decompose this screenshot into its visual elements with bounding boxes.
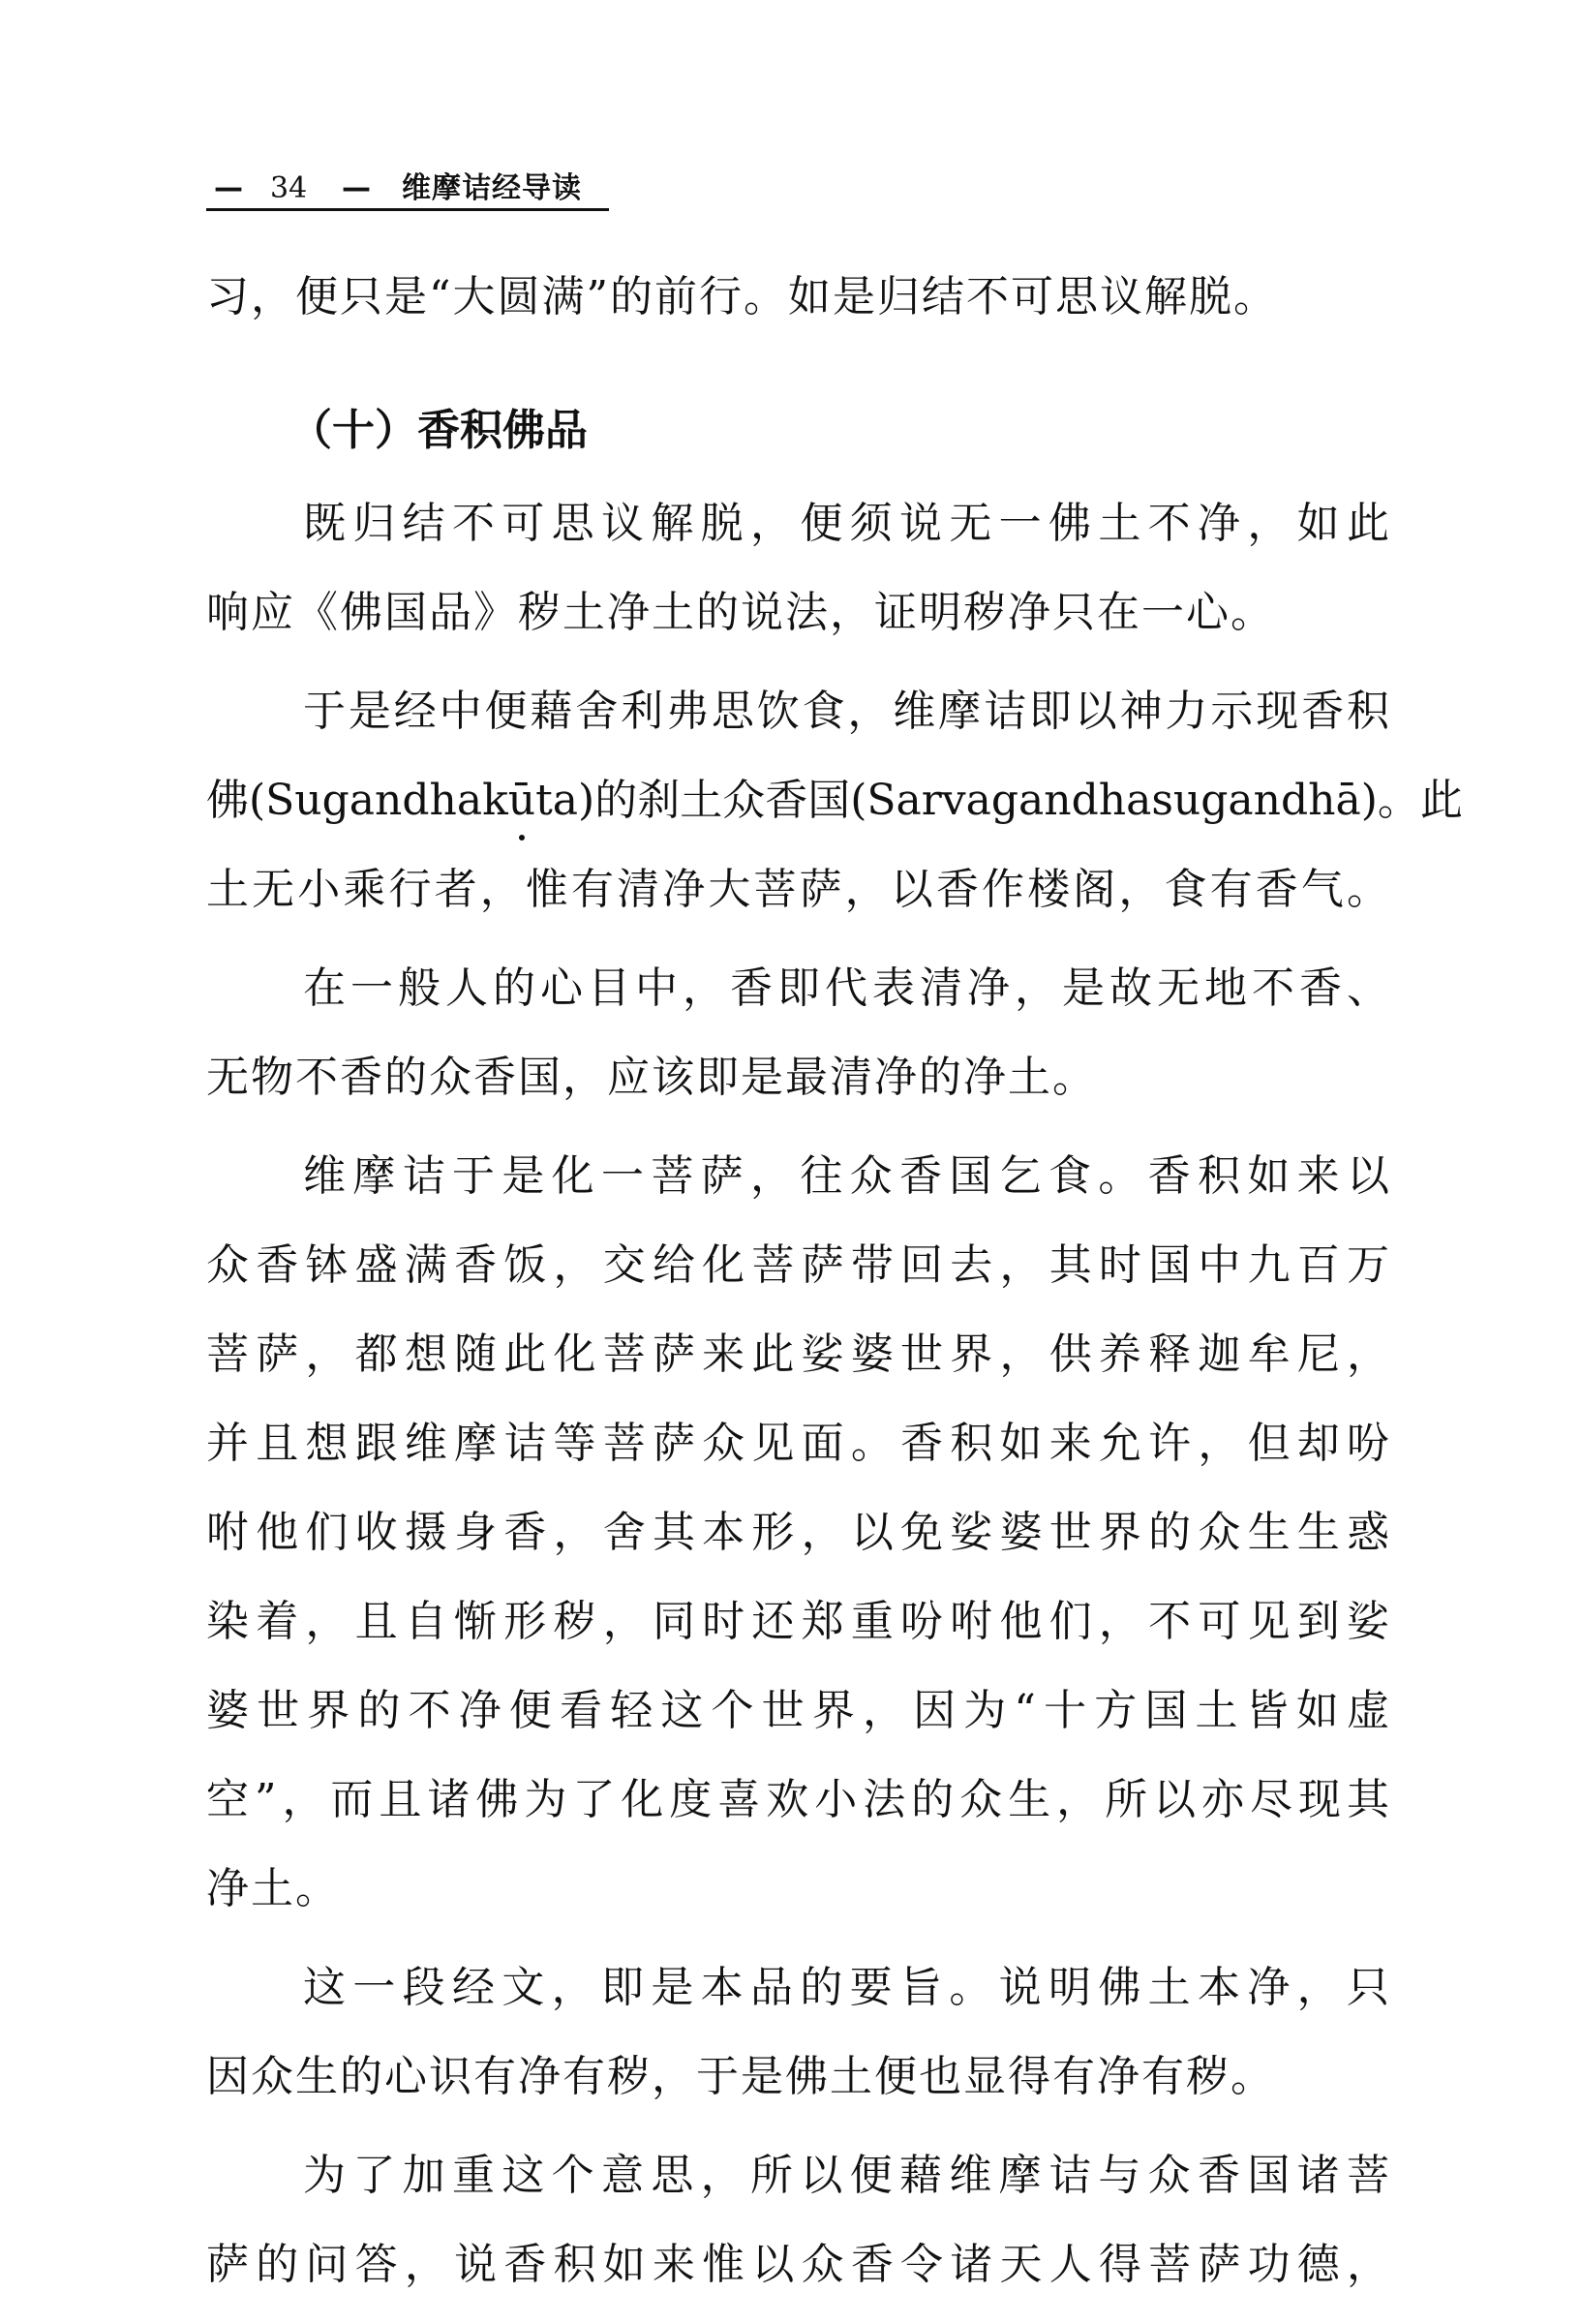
header-dash-left: — (214, 171, 243, 205)
marked-character: ū (508, 771, 535, 831)
text-line: 因众生的心识有净有秽，于是佛土便也显得有净有秽。 (206, 2052, 1275, 2101)
section-heading: （十）香积佛品 (289, 406, 588, 455)
text-line: 维摩诘于是化一菩萨，往众香国乞食。香积如来以 (303, 1151, 1389, 1201)
text-line: 婆世界的不净便看轻这个世界，因为“十方国土皆如虚 (206, 1686, 1389, 1735)
page-number: 34 (270, 171, 308, 205)
book-title: 维摩诘经导读 (402, 171, 582, 205)
text-line: 菩萨，都想随此化菩萨来此娑婆世界，供养释迦牟尼， (206, 1330, 1389, 1379)
text-line: 为了加重这个意思，所以便藉维摩诘与众香国诸菩 (303, 2151, 1389, 2200)
header-rule (206, 208, 609, 211)
text-line: 无物不香的众香国，应该即是最清净的净土。 (206, 1053, 1097, 1102)
text-fragment: 佛(Sugandhak (206, 776, 508, 825)
text-line: 于是经中便藉舍利弗思饮食，维摩诘即以神力示现香积 (303, 687, 1389, 736)
text-line: 并且想跟维摩诘等菩萨众见面。香积如来允许，但却吩 (206, 1419, 1389, 1468)
text-line: 在一般人的心目中，香即代表清净，是故无地不香、 (303, 963, 1389, 1013)
text-line: 净土。 (206, 1864, 340, 1913)
text-line: 萨的问答，说香积如来惟以众香令诸天人得菩萨功德， (206, 2240, 1389, 2289)
text-line: 这一段经文，即是本品的要旨。说明佛土本净，只 (303, 1963, 1389, 2012)
text-line: 习，便只是“大圆满”的前行。如是归结不可思议解脱。 (206, 272, 1278, 321)
text-line: 土无小乘行者，惟有清净大菩萨，以香作楼阁，食有香气。 (206, 865, 1389, 914)
text-line: 咐他们收摄身香，舍其本形，以免娑婆世界的众生生惑 (206, 1508, 1389, 1557)
text-line: 响应《佛国品》秽土净土的说法，证明秽净只在一心。 (206, 588, 1275, 637)
body-text (206, 267, 1463, 2324)
running-header (206, 167, 609, 211)
header-dash-right: — (342, 171, 371, 205)
text-line: 众香钵盛满香饭，交给化菩萨带回去，其时国中九百万 (206, 1240, 1389, 1290)
text-fragment: ta)的刹土众香国(Sarvagandhasugandhā)。此 (535, 776, 1463, 825)
text-line: 空”，而且诸佛为了化度喜欢小法的众生，所以亦尽现其 (206, 1775, 1389, 1824)
text-line: 既归结不可思议解脱，便须说无一佛土不净，如此 (303, 499, 1389, 548)
text-line (206, 771, 1463, 860)
text-line: 染着，且自惭形秽，同时还郑重吩咐他们，不可见到娑 (206, 1597, 1389, 1646)
